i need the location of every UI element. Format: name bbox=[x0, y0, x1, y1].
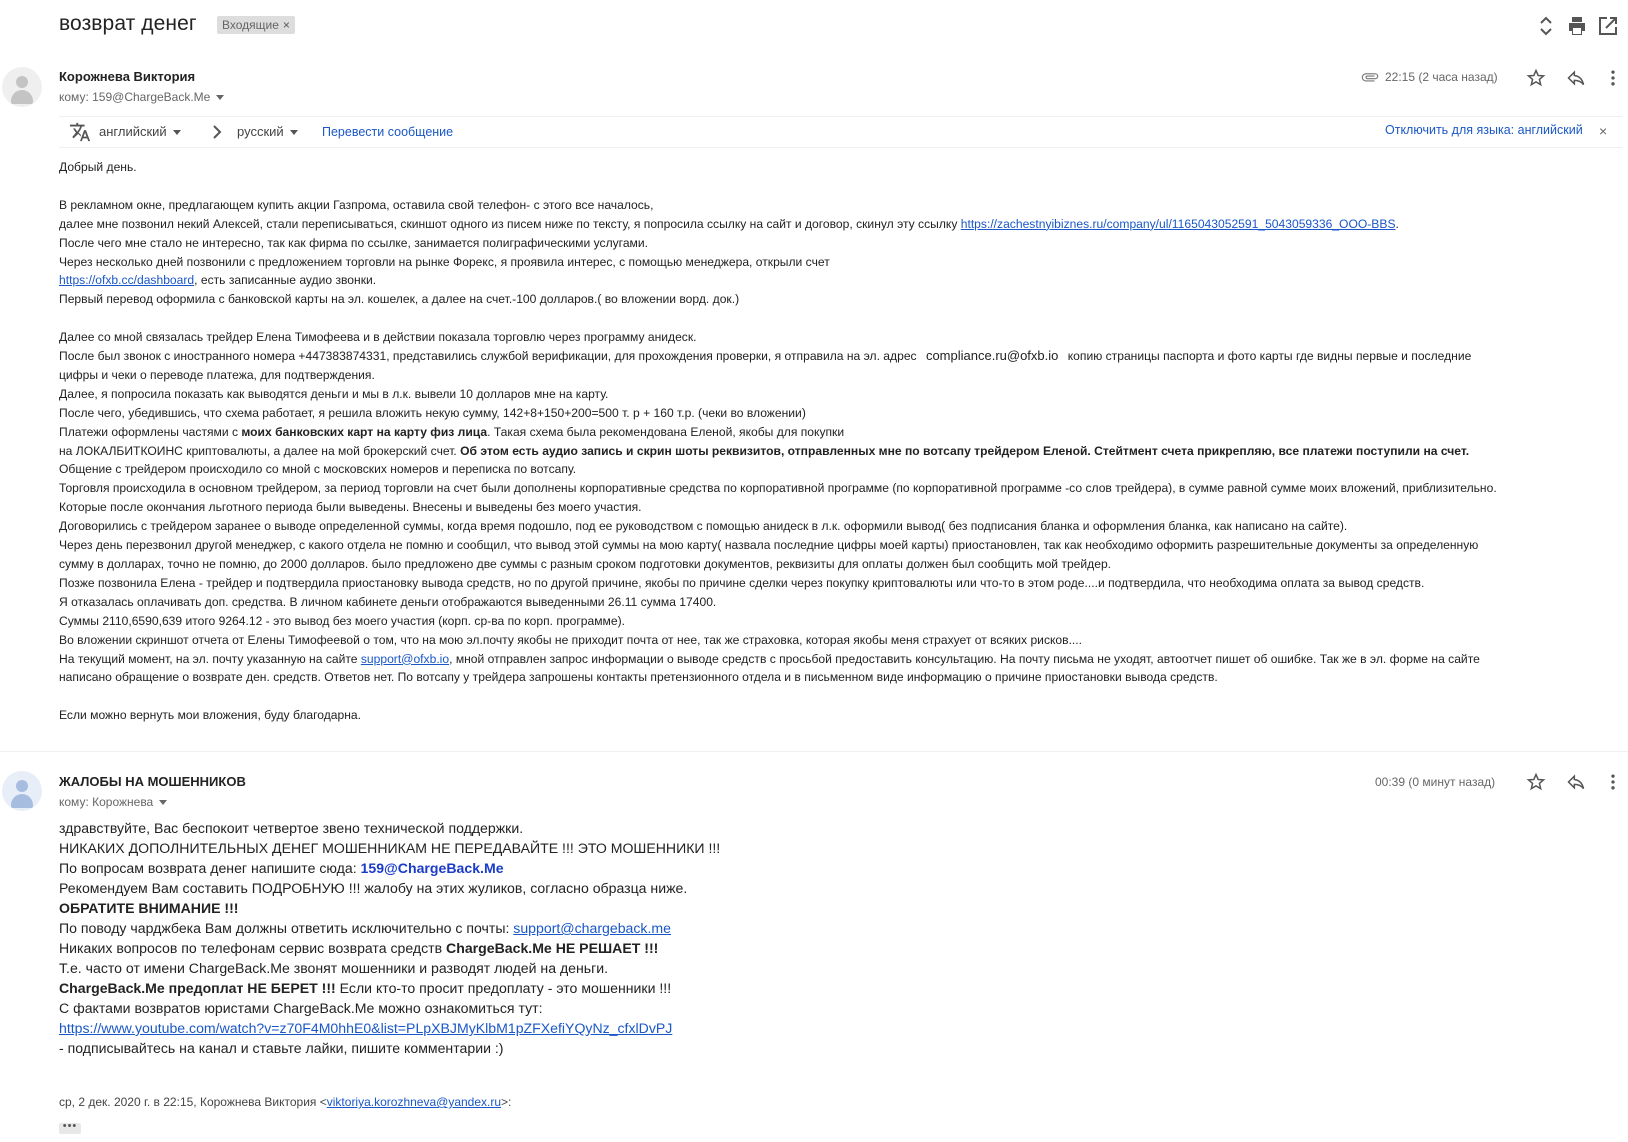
recipient-details[interactable] bbox=[59, 795, 167, 809]
avatar bbox=[2, 771, 42, 811]
body-line: Позже позвонила Елена - трейдер и подтвердила приостановку вывода средств, но по другой причине, якобы по причине сделки через покупку криптовалюты или что-то в этом роде....и подтвердила, что необходима оплата за вывод средств. bbox=[59, 575, 1425, 590]
body-line: Далее, я попросила показать как выводятся деньги и мы в л.к. вывели 10 долларов мне на карту. bbox=[59, 386, 609, 401]
body-line bbox=[59, 442, 1599, 461]
open-new-window-icon[interactable] bbox=[1596, 14, 1620, 38]
body-line: Договорились с трейдером заранее о выводе определенной суммы, когда время подошло, под ее руководством с помощью анидеск в л.к. оформили вывод( без подписания бланка и оформления бланка, как написано на сайте). bbox=[59, 519, 1348, 534]
body-text: на ЛОКАЛБИТКОИНС криптовалюты, а далее на мой брокерский счет. bbox=[59, 443, 461, 458]
show-trimmed-content-button[interactable]: ••• bbox=[59, 1123, 81, 1134]
chevron-down-icon[interactable] bbox=[159, 800, 167, 805]
close-icon[interactable]: × bbox=[1599, 123, 1608, 139]
body-text: . Такая схема была рекомендована Еленой, якобы для покупки bbox=[487, 424, 845, 439]
body-text: По поводу чарджбека Вам должны ответить исключительно с почты: bbox=[59, 920, 514, 936]
avatar bbox=[2, 67, 42, 107]
body-line: Суммы 2110,6590,639 итого 9264.12 - это вывод без моего участия (корп. ср-ва по корп. программе). bbox=[59, 613, 625, 628]
body-text: Если кто-то просит предоплату - это мошенники !!! bbox=[335, 980, 672, 996]
message-divider bbox=[0, 751, 1628, 752]
body-text: далее мне позвонил некий Алексей, стали переписываться, скиншот одного из писем ниже по тексту, я попросила ссылку на сайт и договор, скинул эту ссылку bbox=[59, 216, 961, 231]
timestamp: 22:15 (2 часа назад) bbox=[1385, 70, 1498, 84]
body-line: здравствуйте, Вас беспокоит четвертое звено технической поддержки. bbox=[59, 820, 524, 836]
sender-name: ЖАЛОБЫ НА МОШЕННИКОВ bbox=[59, 774, 246, 789]
body-line: После чего, убедившись, что схема работает, я решила вложить некую сумму, 142+8+150+200=500 т. р + 160 т.р. (чеки во вложении) bbox=[59, 405, 806, 420]
quote-suffix: >: bbox=[501, 1095, 512, 1109]
body-line: Через несколько дней позвонили с предложением торговли на рынке Форекс, я проявила интерес, с помощью менеджера, открыли счет bbox=[59, 254, 830, 269]
body-line bbox=[59, 918, 1559, 938]
body-text: По вопросам возврата денег напишите сюда: bbox=[59, 860, 361, 876]
body-line bbox=[59, 858, 1559, 878]
body-line: Которые после окончания льготного периода были выведены. Внесены и выведены без моего участия. bbox=[59, 500, 642, 515]
recipient-text: кому: Корожнева bbox=[59, 795, 154, 809]
body-line bbox=[59, 1018, 1559, 1038]
body-line: написано обращение о возврате ден. средств. Ответов нет. По вотсапу у трейдера запрошены контакты претензионного отдела и в письменном виде информацию о причине приостановки вывода средств. bbox=[59, 670, 1218, 685]
recipient-details[interactable] bbox=[59, 90, 224, 104]
recipient-text: кому: 159@ChargeBack.Me bbox=[59, 90, 211, 104]
quoted-header bbox=[59, 1095, 511, 1109]
body-line: Далее со мной связалась трейдер Елена Тимофеева и в действии показала торговлю через программу анидеск. bbox=[59, 330, 697, 345]
quote-prefix: ср, 2 дек. 2020 г. в 22:15, Корожнева Виктория < bbox=[59, 1095, 327, 1109]
body-line bbox=[59, 650, 1599, 669]
reply-icon[interactable] bbox=[1566, 68, 1586, 88]
chevron-down-icon[interactable] bbox=[216, 95, 224, 100]
body-line: Я отказалась оплачивать доп. средства. В личном кабинете деньги отображаются выведенными 26.11 сумма 17400. bbox=[59, 594, 717, 609]
chevron-down-icon bbox=[173, 130, 181, 135]
body-text: . bbox=[1395, 216, 1399, 231]
body-bold-text: ChargeBack.Me предоплат НЕ БЕРЕТ !!! bbox=[59, 980, 336, 996]
body-line: Т.е. часто от имени ChargeBack.Me звонят мошенники и разводят людей на деньги. bbox=[59, 960, 609, 976]
more-icon[interactable] bbox=[1603, 68, 1623, 88]
quoted-sender-email-link[interactable]: viktoriya.korozhneva@yandex.ru bbox=[326, 1095, 502, 1109]
body-text: Платежи оформлены частями с bbox=[59, 424, 242, 439]
body-line: Первый перевод оформила с банковской карты на эл. кошелек, а далее на счет.-100 долларов.( во вложении ворд. док.) bbox=[59, 292, 740, 307]
reply-icon[interactable] bbox=[1566, 772, 1586, 792]
body-line bbox=[59, 978, 1559, 998]
more-icon[interactable] bbox=[1603, 772, 1623, 792]
support-chargeback-link[interactable]: support@chargeback.me bbox=[513, 920, 671, 936]
body-line: После чего мне стало не интересно, так как фирма по ссылке, занимается полиграфическими услугами. bbox=[59, 235, 648, 250]
body-line: Во вложении скриншот отчета от Елены Тимофеевой о том, что на мою эл.почту якобы не приходит почта от нее, так же страховка, которая якобы меня страхует от всяких рисков.... bbox=[59, 632, 1083, 647]
sender-name: Корожнева Виктория bbox=[59, 69, 196, 84]
body-line: С фактами возвратов юристами ChargeBack.Me можно ознакомиться тут: bbox=[59, 1000, 543, 1016]
body-line bbox=[59, 271, 1599, 290]
company-link[interactable]: https://zachestnyibiznes.ru/company/ul/1165043052591_5043059336_OOO-BBS bbox=[960, 216, 1396, 231]
print-icon[interactable] bbox=[1565, 14, 1589, 38]
body-line bbox=[59, 938, 1559, 958]
translate-bar bbox=[59, 116, 1622, 148]
translate-message-link[interactable]: Перевести сообщение bbox=[322, 125, 454, 139]
remove-label-icon[interactable]: × bbox=[282, 18, 290, 32]
body-text: , есть записанные аудио звонки. bbox=[194, 273, 377, 288]
body-line: Если можно вернуть мои вложения, буду благодарна. bbox=[59, 708, 361, 723]
body-line: Через день перезвонил другой менеджер, с какого отдела не помню и сообщил, что вывод этой суммы на мою карту( назвала последние цифры моей карты) приостановлен, так как необходимо оформить разрешительные документы за определенную bbox=[59, 538, 1479, 553]
disable-translation-link[interactable]: Отключить для языка: английский bbox=[1385, 123, 1583, 137]
body-bold-text: Об этом есть аудио запись и скрин шоты реквизитов, отправленных мне по вотсапу трейдером Еленой. Стейтмент счета прикрепляю, все платежи поступили на счет. bbox=[460, 443, 1470, 458]
dashboard-link[interactable]: https://ofxb.cc/dashboard bbox=[59, 273, 195, 288]
star-icon[interactable] bbox=[1526, 772, 1546, 792]
translate-icon bbox=[69, 121, 91, 146]
source-language-label: английский bbox=[99, 124, 167, 139]
body-text: На текущий момент, на эл. почту указанную на сайте bbox=[59, 651, 361, 666]
body-line: В рекламном окне, предлагающем купить акции Газпрома, оставила свой телефон- с этого все началось, bbox=[59, 197, 654, 212]
chargeback-email: 159@ChargeBack.Me bbox=[360, 860, 504, 876]
message-2-body bbox=[59, 818, 1559, 1058]
target-language-select[interactable] bbox=[237, 124, 298, 139]
message-1-body bbox=[59, 158, 1599, 725]
target-language-label: русский bbox=[237, 124, 284, 139]
body-line: ОБРАТИТЕ ВНИМАНИЕ !!! bbox=[59, 900, 239, 916]
body-text: После был звонок с иностранного номера +447383874331, представились службой верификации, для прохождения проверки, я отправила на эл. адрес bbox=[59, 349, 920, 364]
attachment-icon bbox=[1361, 68, 1379, 86]
compliance-email: compliance.ru@ofxb.io bbox=[925, 348, 1059, 364]
subject-bar bbox=[0, 0, 1628, 50]
body-line: Общение с трейдером происходило со мной с московских номеров и переписка по вотсапу. bbox=[59, 462, 577, 477]
source-language-select[interactable] bbox=[99, 124, 181, 139]
body-line bbox=[59, 423, 1599, 442]
email-subject: возврат денег bbox=[59, 12, 197, 35]
timestamp: 00:39 (0 минут назад) bbox=[1375, 775, 1496, 789]
body-line: - подписывайтесь на канал и ставьте лайки, пишите комментарии :) bbox=[59, 1040, 504, 1056]
body-line bbox=[59, 215, 1599, 234]
body-line: НИКАКИХ ДОПОЛНИТЕЛЬНЫХ ДЕНЕГ МОШЕННИКАМ НЕ ПЕРЕДАВАЙТЕ !!! ЭТО МОШЕННИКИ !!! bbox=[59, 840, 721, 856]
body-line bbox=[59, 347, 1599, 366]
body-line: сумму в долларах, точно не помню, до 2000 долларов. было предложено две суммы с разным сроком подготовки документов, реквизиты для оплаты должен был сообщить мой трейдер. bbox=[59, 557, 1112, 571]
label-chip-inbox[interactable] bbox=[217, 16, 295, 34]
body-text: , мной отправлен запрос информации о выводе средств с просьбой предоставить консультацию. На почту письма не уходят, автоотчет пишет об ошибке. Так же в эл. форме на сайте bbox=[449, 651, 1480, 666]
body-bold-text: моих банковских карт на карту физ лица bbox=[241, 424, 488, 439]
support-email-link[interactable]: support@ofxb.io bbox=[360, 651, 450, 666]
chevron-right-icon bbox=[211, 123, 223, 144]
expand-collapse-icon[interactable] bbox=[1534, 14, 1558, 38]
body-bold-text: ChargeBack.Me НЕ РЕШАЕТ !!! bbox=[446, 940, 659, 956]
label-chip-text: Входящие bbox=[222, 18, 279, 32]
body-line: цифры и чеки о переводе платежа, для подтверждения. bbox=[59, 367, 375, 382]
body-line: Рекомендуем Вам составить ПОДРОБНУЮ !!! жалобу на этих жуликов, согласно образца ниже. bbox=[59, 880, 688, 896]
body-text: Никаких вопросов по телефонам сервис возврата средств bbox=[59, 940, 447, 956]
star-icon[interactable] bbox=[1526, 68, 1546, 88]
youtube-link[interactable]: https://www.youtube.com/watch?v=z70F4M0hhE0&list=PLpXBJMyKlbM1pZFXefiYQyNz_cfxlDvPJ bbox=[59, 1020, 673, 1036]
body-line: Торговля происходила в основном трейдером, за период торговли на счет были дополнены корпоративные средства по корпоративной программе (по корпоративной программе -со слов трейдера), в сумме равной сумме моих вложений, приблизительно. bbox=[59, 481, 1497, 496]
chevron-down-icon bbox=[290, 130, 298, 135]
body-line: Добрый день. bbox=[59, 160, 137, 174]
body-text: копию страницы паспорта и фото карты где видны первые и последние bbox=[1064, 349, 1472, 364]
